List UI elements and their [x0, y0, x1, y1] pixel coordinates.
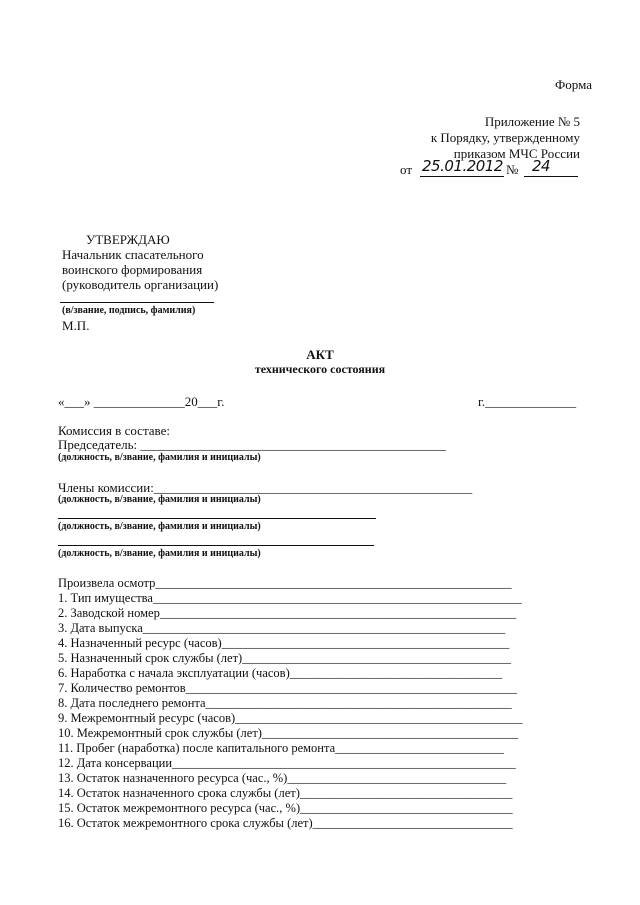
- act-city-field[interactable]: г.______________: [478, 394, 577, 409]
- list-item[interactable]: 3. Дата выпуска__________________________________________________________: [58, 621, 506, 635]
- stamp-label: М.П.: [62, 318, 90, 333]
- handwritten-date: 25.01.2012: [422, 157, 503, 175]
- form-label: Форма: [555, 77, 592, 92]
- member-caption-1: (должность, в/звание, фамилия и инициалы): [58, 494, 261, 505]
- signature-line[interactable]: [60, 302, 214, 303]
- list-item[interactable]: 16. Остаток межремонтного срока службы (лет)________________________________: [58, 816, 513, 830]
- number-underline: [524, 176, 578, 177]
- member-caption-2: (должность, в/звание, фамилия и инициалы): [58, 521, 261, 532]
- list-item[interactable]: 6. Наработка с начала эксплуатации (часов)__________________________________: [58, 666, 503, 680]
- list-item[interactable]: 11. Пробег (наработка) после капитального ремонта___________________________: [58, 741, 504, 755]
- appendix-date-row: [398, 157, 583, 180]
- list-item[interactable]: 5. Назначенный срок службы (лет)___________________________________________: [58, 651, 511, 665]
- date-prefix: от: [400, 162, 413, 177]
- list-item[interactable]: 13. Остаток назначенного ресурса (час., %)___________________________________: [58, 771, 507, 785]
- list-item[interactable]: 14. Остаток назначенного срока службы (лет)__________________________________: [58, 786, 513, 800]
- act-date-field[interactable]: «___» ______________20___г.: [58, 394, 225, 409]
- chairman-field[interactable]: Председатель: _______________________________________________: [58, 437, 446, 452]
- list-item[interactable]: 10. Межремонтный срок службы (лет)_________________________________________: [58, 726, 519, 740]
- members-field[interactable]: Члены комиссии:_________________________________________________: [58, 480, 473, 495]
- list-item[interactable]: 12. Дата консервации_______________________________________________________: [58, 756, 516, 770]
- act-subtitle: технического состояния: [254, 362, 386, 376]
- appendix-order-reference: к Порядку, утвержденному: [430, 130, 580, 145]
- list-item[interactable]: 1. Тип имущества___________________________________________________________: [58, 591, 522, 605]
- approve-title: УТВЕРЖДАЮ: [86, 232, 170, 247]
- commission-intro: Комиссия в составе:: [58, 423, 170, 438]
- signature-caption: (в/звание, подпись, фамилия): [62, 305, 196, 316]
- approve-line-2: воинского формирования: [62, 262, 203, 277]
- member-caption-3: (должность, в/звание, фамилия и инициалы): [58, 548, 261, 559]
- handwritten-number: 24: [532, 157, 551, 175]
- list-item[interactable]: 9. Межремонтный ресурс (часов)______________________________________________: [58, 711, 523, 725]
- appendix-ministry: приказом МЧС России: [453, 146, 580, 161]
- list-item[interactable]: 7. Количество ремонтов_____________________________________________________: [58, 681, 517, 695]
- list-item[interactable]: 4. Назначенный ресурс (часов)______________________________________________: [58, 636, 510, 650]
- number-sign: №: [506, 162, 519, 177]
- member-line-3[interactable]: [58, 545, 374, 546]
- inspection-title[interactable]: Произвела осмотр_________________________________________________________: [58, 576, 512, 590]
- date-underline: [420, 176, 504, 177]
- member-line-2[interactable]: [58, 518, 376, 519]
- appendix-number: Приложение № 5: [484, 114, 580, 129]
- inspection-section: [0, 576, 560, 836]
- act-title: АКТ: [306, 347, 334, 362]
- list-item[interactable]: 15. Остаток межремонтного ресурса (час., %)__________________________________: [58, 801, 513, 815]
- approve-line-3: (руководитель организации): [62, 277, 219, 292]
- chairman-caption: (должность, в/звание, фамилия и инициалы): [58, 452, 261, 463]
- list-item[interactable]: 8. Дата последнего ремонта_________________________________________________: [58, 696, 512, 710]
- approve-line-1: Начальник спасательного: [62, 247, 204, 262]
- list-item[interactable]: 2. Заводской номер_________________________________________________________: [58, 606, 517, 620]
